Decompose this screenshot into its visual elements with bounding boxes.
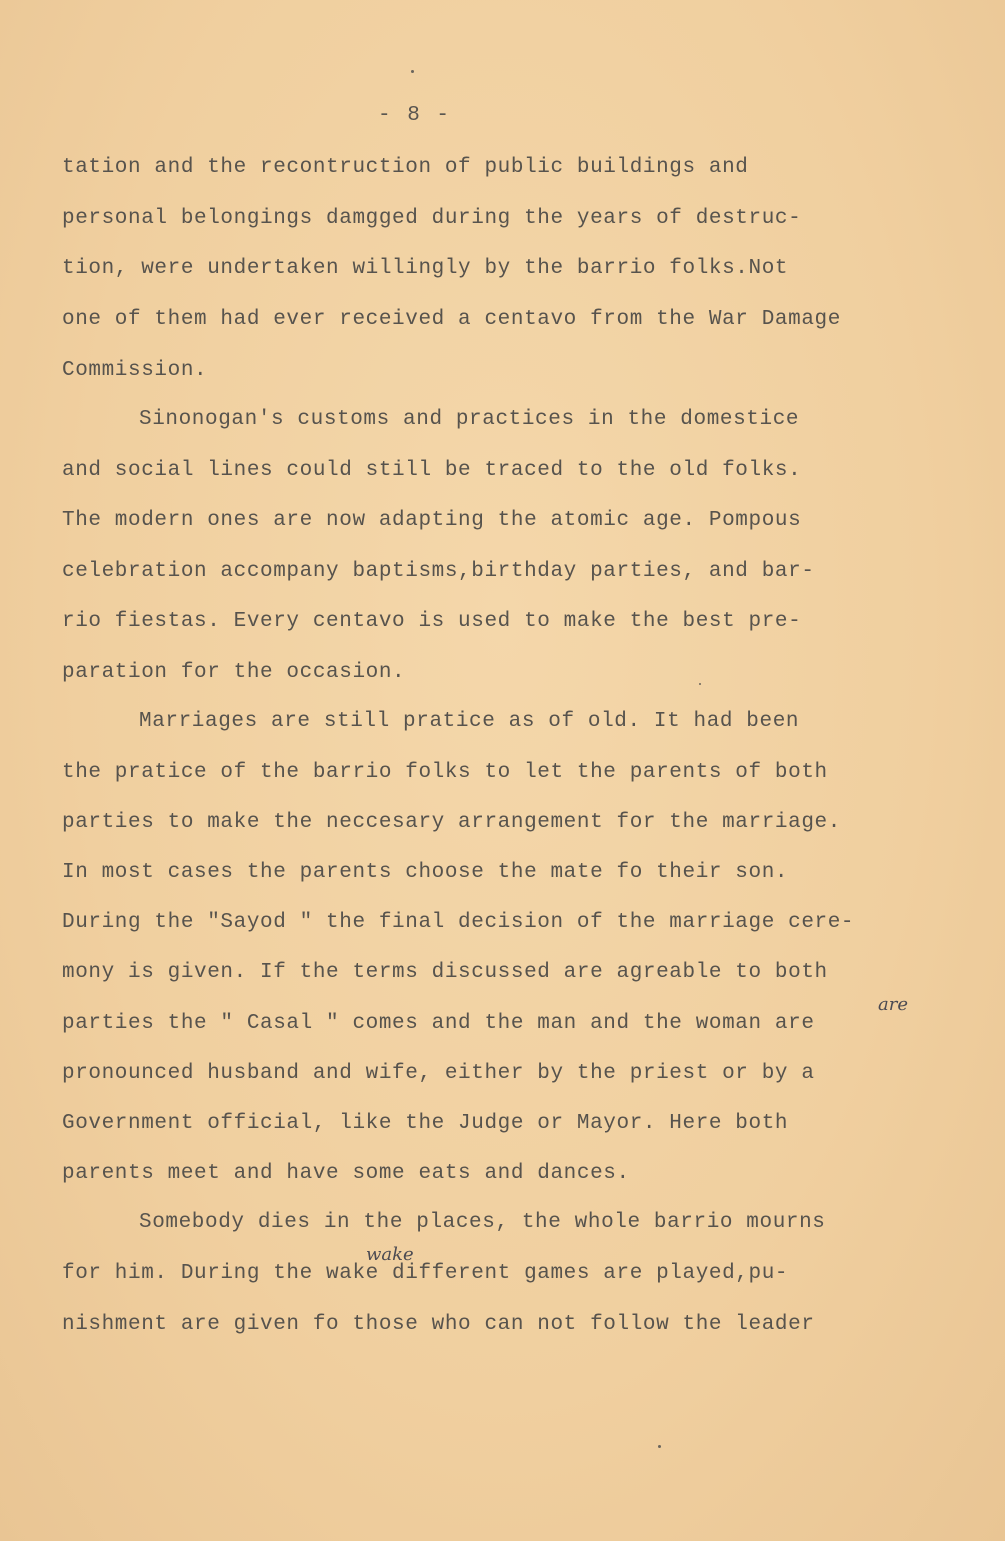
text-line: mony is given. If the terms discussed are agreable to both <box>62 961 828 984</box>
text-line: parents meet and have some eats and dances. <box>62 1162 630 1185</box>
text-line: parties the " Casal " comes and the man and the woman are <box>62 1012 815 1035</box>
text-line: celebration accompany baptisms,birthday parties, and bar- <box>62 560 815 583</box>
text-line: paration for the occasion. <box>62 661 406 684</box>
text-line: tion, were undertaken willingly by the barrio folks.Not <box>62 257 789 280</box>
text-line: Somebody dies in the places, the whole barrio mourns <box>139 1211 826 1234</box>
text-line: Sinonogan's customs and practices in the domestice <box>139 408 800 431</box>
text-line: tation and the recontruction of public buildings and <box>62 156 749 179</box>
handwritten-correction-wake: wake <box>366 1244 414 1265</box>
text-line: Marriages are still pratice as of old. It had been <box>139 710 800 733</box>
text-line: and social lines could still be traced to the old folks. <box>62 459 802 482</box>
text-line: the pratice of the barrio folks to let the parents of both <box>62 761 828 784</box>
text-line: one of them had ever received a centavo from the War Damage <box>62 308 841 331</box>
text-line: for him. During the wake different games are played,pu- <box>62 1262 789 1285</box>
text-line: During the "Sayod " the final decision of the marriage cere- <box>62 911 855 934</box>
text-line: personal belongings damgged during the years of destruc- <box>62 207 802 230</box>
paper-speck <box>411 70 414 73</box>
text-line: pronounced husband and wife, either by the priest or by a <box>62 1062 815 1085</box>
handwritten-correction-are: are <box>878 994 908 1015</box>
text-line: The modern ones are now adapting the atomic age. Pompous <box>62 509 802 532</box>
text-line: parties to make the neccesary arrangement for the marriage. <box>62 811 841 834</box>
page-number: - 8 - <box>378 104 452 127</box>
paper-speck <box>699 683 701 685</box>
paper-speck <box>658 1445 661 1448</box>
text-line: Government official, like the Judge or Mayor. Here both <box>62 1112 789 1135</box>
text-line: Commission. <box>62 359 208 382</box>
text-line: In most cases the parents choose the mate fo their son. <box>62 861 789 884</box>
text-line: nishment are given fo those who can not follow the leader <box>62 1313 815 1336</box>
text-line: rio fiestas. Every centavo is used to make the best pre- <box>62 610 802 633</box>
